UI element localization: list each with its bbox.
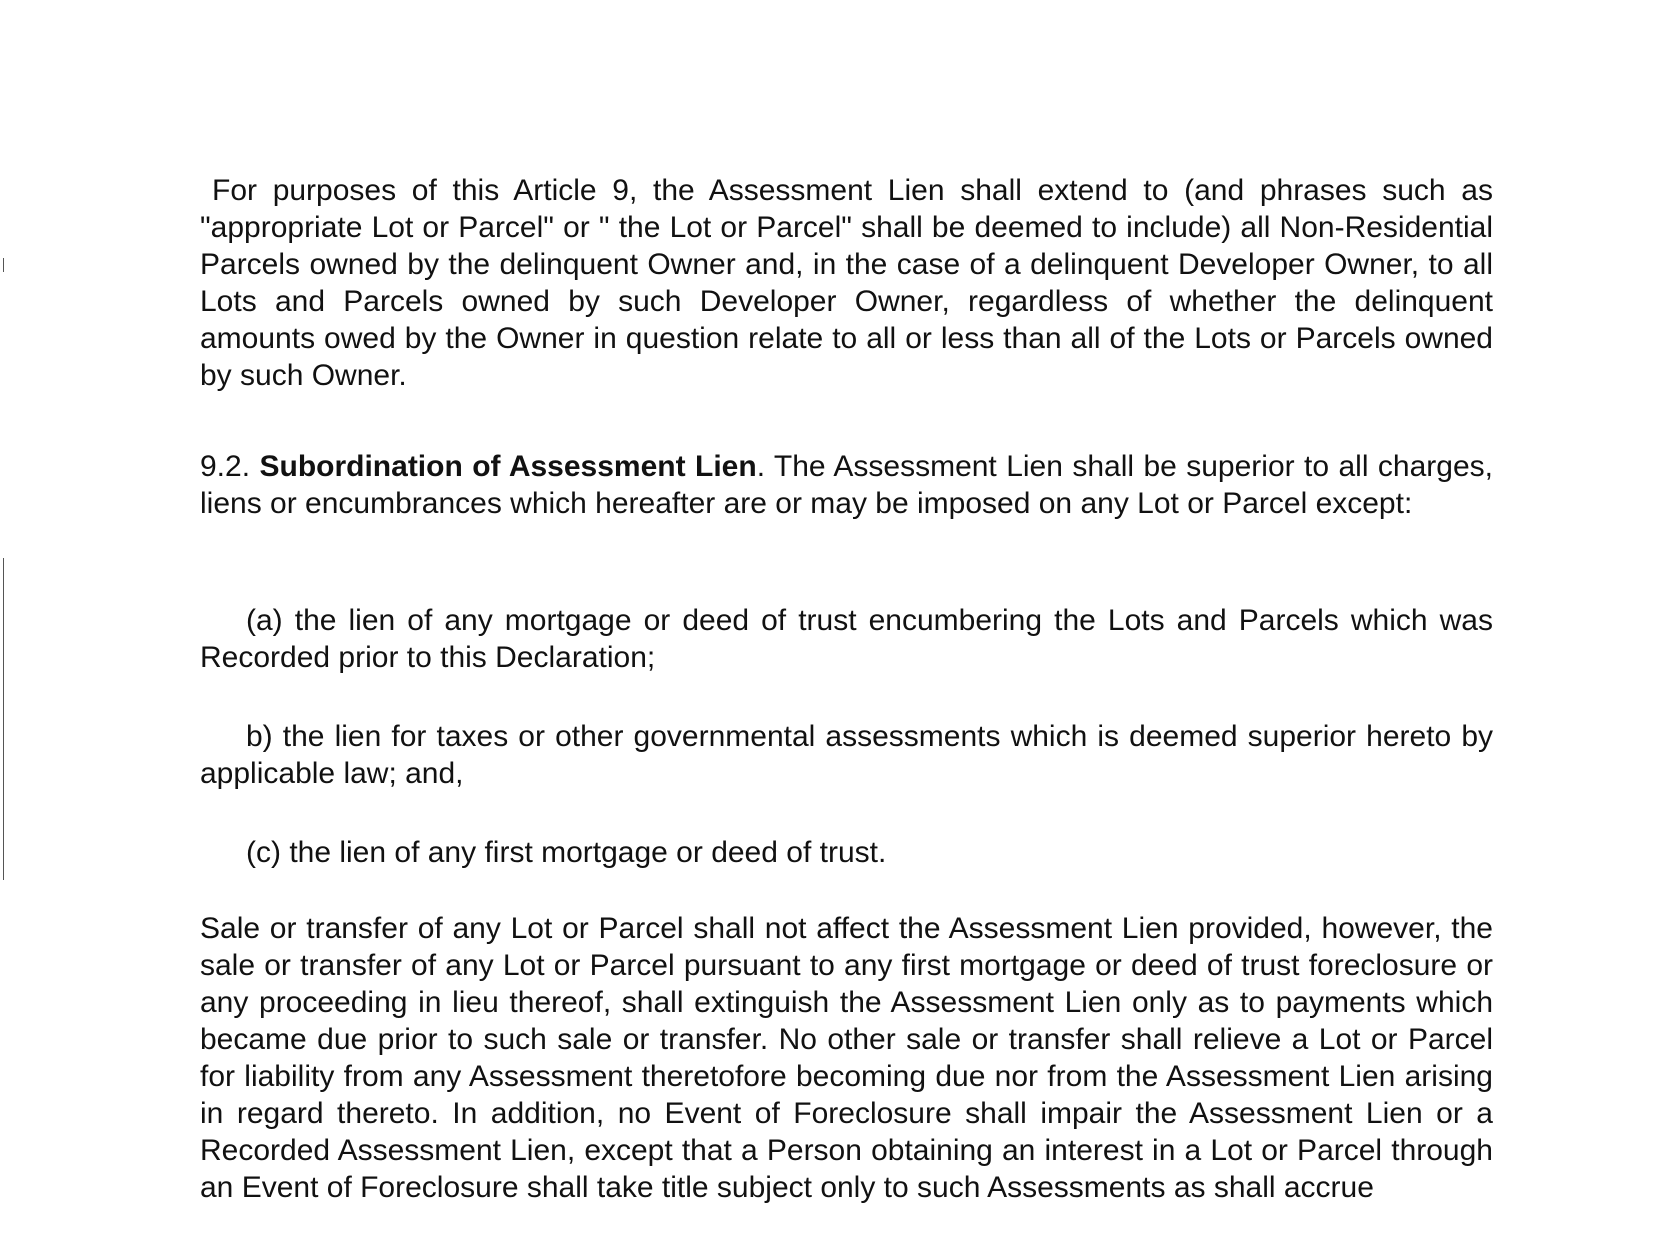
margin-mark <box>3 858 4 880</box>
list-item: (a) the lien of any mortgage or deed of trust encumbering the Lots and Parcels which was Recorded prior to this Declaration; <box>200 604 1493 674</box>
intro-paragraph: For purposes of this Article 9, the Assessment Lien shall extend to (and phrases such as "appropriate Lot or Parcel" or " the Lot or Parcel" shall be deemed to include) all Non-Residential Parcels owned by the delinquent Owner and, in the case of a delinquent Developer Owner, to all Lots and Parcels owned by such Developer Owner, regardless of whether the delinquent amounts owed by the Owner in question relate to all or less than all of the Lots or Parcels owned by such Owner. <box>200 174 1493 392</box>
list-item: (c) the lien of any first mortgage or deed of trust. <box>246 836 887 869</box>
section-text: . The Assessment Lien shall be superior to all charges, liens or encumbrances which hereafter are or may be imposed on any Lot or Parcel except: <box>200 450 1493 520</box>
sale-paragraph: Sale or transfer of any Lot or Parcel shall not affect the Assessment Lien provided, however, the sale or transfer of any Lot or Parcel pursuant to any first mortgage or deed of trust foreclosure or any proceeding in lieu thereof, shall extinguish the Assessment Lien only as to payments which became due prior to such sale or transfer. No other sale or transfer shall relieve a Lot or Parcel for liability from any Assessment theretofore becoming due nor from the Assessment Lien arising in regard thereto. In addition, no Event of Foreclosure shall impair the Assessment Lien or a Recorded Assessment Lien, except that a Person obtaining an interest in a Lot or Parcel through an Event of Foreclosure shall take title subject only to such Assessments as shall accrue <box>200 912 1493 1204</box>
margin-mark <box>3 258 4 272</box>
section-heading: Subordination of Assessment Lien <box>259 450 757 483</box>
section-9-2-paragraph <box>200 448 1493 522</box>
list-item: b) the lien for taxes or other governmental assessments which is deemed superior hereto by applicable law; and, <box>200 720 1493 790</box>
margin-mark <box>3 558 4 858</box>
section-number: 9.2. <box>200 450 251 483</box>
